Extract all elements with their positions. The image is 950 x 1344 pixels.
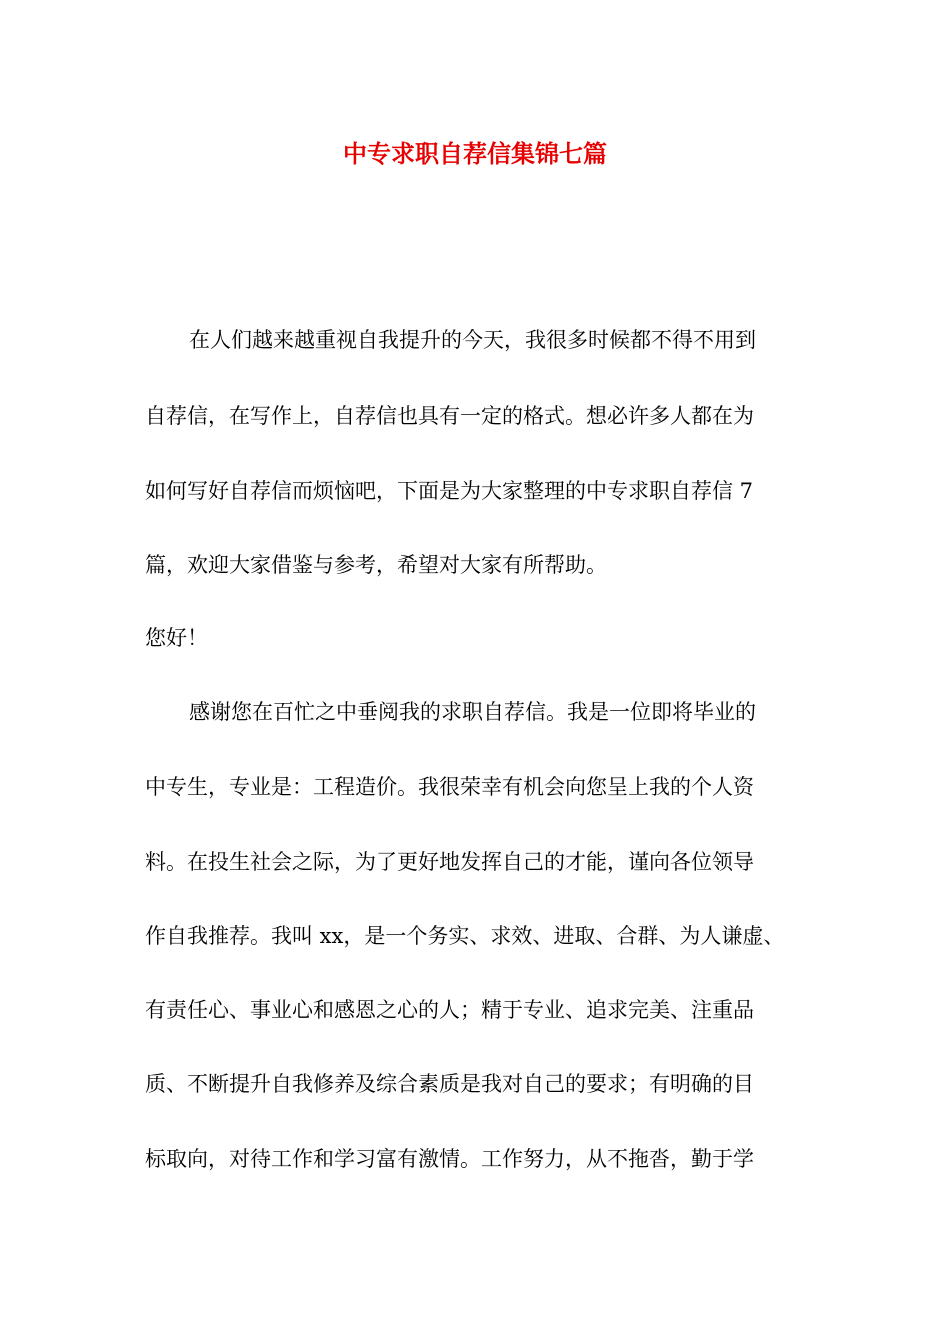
document-title: 中专求职自荐信集锦七篇 xyxy=(343,139,607,168)
paragraph-line: 自荐信，在写作上，自荐信也具有一定的格式。想必许多人都在为 xyxy=(145,404,754,428)
greeting-line: 您好！ xyxy=(145,626,208,650)
paragraph-line: 质、不断提升自我修养及综合素质是我对自己的要求；有明确的目 xyxy=(145,1072,754,1096)
paragraph-line: 篇，欢迎大家借鉴与参考，希望对大家有所帮助。 xyxy=(145,553,607,577)
paragraph-line: 料。在投生社会之际，为了更好地发挥自己的才能，谨向各位领导 xyxy=(145,850,754,874)
paragraph-line: 如何写好自荐信而烦恼吧，下面是为大家整理的中专求职自荐信 7 xyxy=(145,479,754,503)
paragraph-line: 作自我推荐。我叫 xx，是一个务实、求效、进取、合群、为人谦虚、 xyxy=(145,924,785,948)
paragraph-line: 有责任心、事业心和感恩之心的人；精于专业、追求完美、注重品 xyxy=(145,998,754,1022)
paragraph-line: 标取向，对待工作和学习富有激情。工作努力，从不拖沓，勤于学 xyxy=(145,1147,754,1171)
paragraph-line: 感谢您在百忙之中垂阅我的求职自荐信。我是一位即将毕业的 xyxy=(189,700,756,724)
paragraph-line: 在人们越来越重视自我提升的今天，我很多时候都不得不用到 xyxy=(189,328,756,352)
paragraph-line: 中专生，专业是：工程造价。我很荣幸有机会向您呈上我的个人资 xyxy=(145,775,754,799)
